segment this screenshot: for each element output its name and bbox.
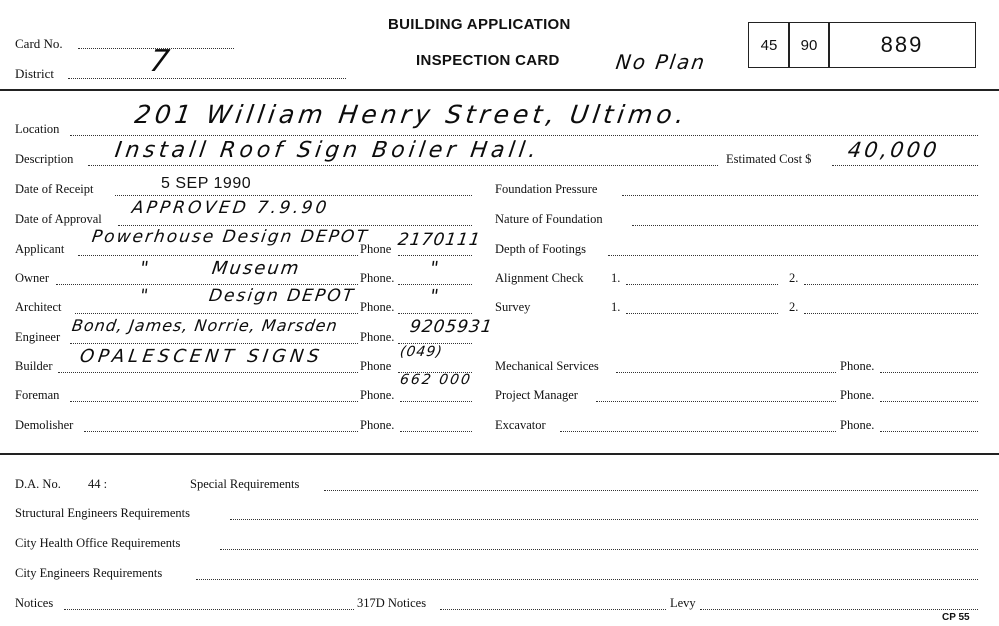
alignment-field-2[interactable] [804, 284, 978, 285]
da-no-label: D.A. No. [15, 477, 61, 491]
date-receipt-stamp: 5 SEP 1990 [161, 175, 252, 192]
project-manager-phone-field[interactable] [880, 401, 978, 402]
district-label: District [15, 66, 54, 81]
form-code: CP 55 [942, 612, 970, 623]
applicant-phone-value: 2170111 [396, 230, 483, 250]
location-field[interactable] [70, 135, 978, 136]
foundation-pressure-label: Foundation Pressure [495, 182, 598, 196]
date-approval-value: APPROVED 7.9.90 [130, 198, 331, 218]
foundation-pressure-field[interactable] [622, 195, 978, 196]
date-receipt-field[interactable] [115, 195, 472, 196]
survey-field-1[interactable] [626, 313, 778, 314]
city-eng-req-field[interactable] [196, 579, 978, 580]
depth-footings-label: Depth of Footings [495, 242, 586, 256]
survey-label: Survey [495, 300, 531, 314]
foreman-phone-field[interactable] [400, 401, 472, 402]
notices-317d-label: 317D Notices [357, 596, 427, 610]
excavator-field[interactable] [560, 431, 836, 432]
applicant-field[interactable] [78, 255, 358, 256]
alignment-item-1: 1. [611, 271, 621, 285]
architect-value: " Design DEPOT [138, 286, 357, 306]
owner-field[interactable] [56, 284, 358, 285]
health-req-field[interactable] [220, 549, 978, 550]
estimated-cost-field[interactable] [832, 165, 978, 166]
demolisher-phone-field[interactable] [400, 431, 472, 432]
description-field[interactable] [88, 165, 718, 166]
builder-phone-line1: (049) [398, 344, 444, 360]
health-req-label: City Health Office Requirements [15, 536, 181, 550]
mechanical-label: Mechanical Services [495, 359, 599, 373]
form-title: BUILDING APPLICATION [388, 16, 571, 33]
architect-field[interactable] [75, 313, 358, 314]
district-value: 7 [147, 44, 174, 79]
mechanical-phone-field[interactable] [880, 372, 978, 373]
survey-item-1: 1. [611, 300, 621, 314]
applicant-value: Powerhouse Design DEPOT [90, 227, 371, 247]
notices-field[interactable] [64, 609, 354, 610]
demolisher-label: Demolisher [15, 418, 74, 432]
date-receipt-label: Date of Receipt [15, 182, 94, 196]
top-divider [0, 89, 999, 91]
card-no-label: Card No. [15, 36, 63, 51]
depth-footings-field[interactable] [608, 255, 978, 256]
excavator-phone-label: Phone. [840, 418, 875, 432]
middle-divider [0, 453, 999, 455]
architect-phone-label: Phone. [360, 300, 395, 314]
owner-phone-field[interactable] [398, 284, 472, 285]
special-req-field[interactable] [324, 490, 978, 491]
owner-phone-value: " [428, 258, 442, 279]
engineer-value: Bond, James, Norrie, Marsden [70, 316, 340, 335]
project-manager-field[interactable] [596, 401, 836, 402]
notices-label: Notices [15, 596, 54, 610]
project-manager-label: Project Manager [495, 388, 578, 402]
foreman-label: Foreman [15, 388, 60, 402]
estimated-cost-value: 40,000 [846, 138, 942, 162]
levy-label: Levy [670, 596, 696, 610]
builder-field[interactable] [58, 372, 358, 373]
code-box-2: 90 [788, 22, 830, 68]
foreman-field[interactable] [70, 401, 358, 402]
excavator-label: Excavator [495, 418, 546, 432]
plan-note: No Plan [614, 50, 708, 74]
form-subtitle: INSPECTION CARD [416, 52, 560, 69]
code-box-1: 45 [748, 22, 790, 68]
owner-phone-label: Phone. [360, 271, 395, 285]
architect-phone-value: " [428, 286, 442, 307]
estimated-cost-label: Estimated Cost $ [726, 152, 812, 166]
owner-label: Owner [15, 271, 50, 285]
nature-foundation-field[interactable] [632, 225, 978, 226]
engineer-phone-label: Phone. [360, 330, 395, 344]
demolisher-field[interactable] [84, 431, 358, 432]
structural-req-field[interactable] [230, 519, 978, 520]
date-approval-field[interactable] [118, 225, 472, 226]
city-eng-req-label: City Engineers Requirements [15, 566, 163, 580]
architect-phone-field[interactable] [398, 313, 472, 314]
location-label: Location [15, 122, 60, 136]
nature-foundation-label: Nature of Foundation [495, 212, 603, 226]
survey-field-2[interactable] [804, 313, 978, 314]
mechanical-field[interactable] [616, 372, 836, 373]
demolisher-phone-label: Phone. [360, 418, 395, 432]
survey-item-2: 2. [789, 300, 799, 314]
card-number-box: 889 [828, 22, 976, 68]
alignment-field-1[interactable] [626, 284, 778, 285]
architect-label: Architect [15, 300, 62, 314]
alignment-item-2: 2. [789, 271, 799, 285]
applicant-phone-label: Phone [360, 242, 392, 256]
applicant-label: Applicant [15, 242, 65, 256]
owner-value: " Museum [138, 258, 302, 279]
foreman-phone-label: Phone. [360, 388, 395, 402]
excavator-phone-field[interactable] [880, 431, 978, 432]
district-field[interactable] [68, 78, 346, 79]
notices-317d-field[interactable] [440, 609, 666, 610]
date-approval-label: Date of Approval [15, 212, 102, 226]
location-value: 201 William Henry Street, Ultimo. [132, 100, 690, 129]
applicant-phone-field[interactable] [398, 255, 472, 256]
engineer-field[interactable] [70, 343, 358, 344]
project-manager-phone-label: Phone. [840, 388, 875, 402]
special-req-label: Special Requirements [190, 477, 300, 491]
description-label: Description [15, 152, 74, 166]
structural-req-label: Structural Engineers Requirements [15, 506, 190, 520]
builder-phone-line2: 662 000 [398, 372, 474, 388]
builder-value: OPALESCENT SIGNS [78, 346, 325, 367]
engineer-phone-value: 9205931 [408, 317, 495, 337]
mechanical-phone-label: Phone. [840, 359, 875, 373]
levy-field[interactable] [700, 609, 978, 610]
alignment-check-label: Alignment Check [495, 271, 584, 285]
description-value: Install Roof Sign Boiler Hall. [113, 138, 542, 163]
builder-phone-label: Phone [360, 359, 392, 373]
da-no-value: 44 : [88, 477, 108, 491]
builder-label: Builder [15, 359, 53, 373]
engineer-label: Engineer [15, 330, 61, 344]
